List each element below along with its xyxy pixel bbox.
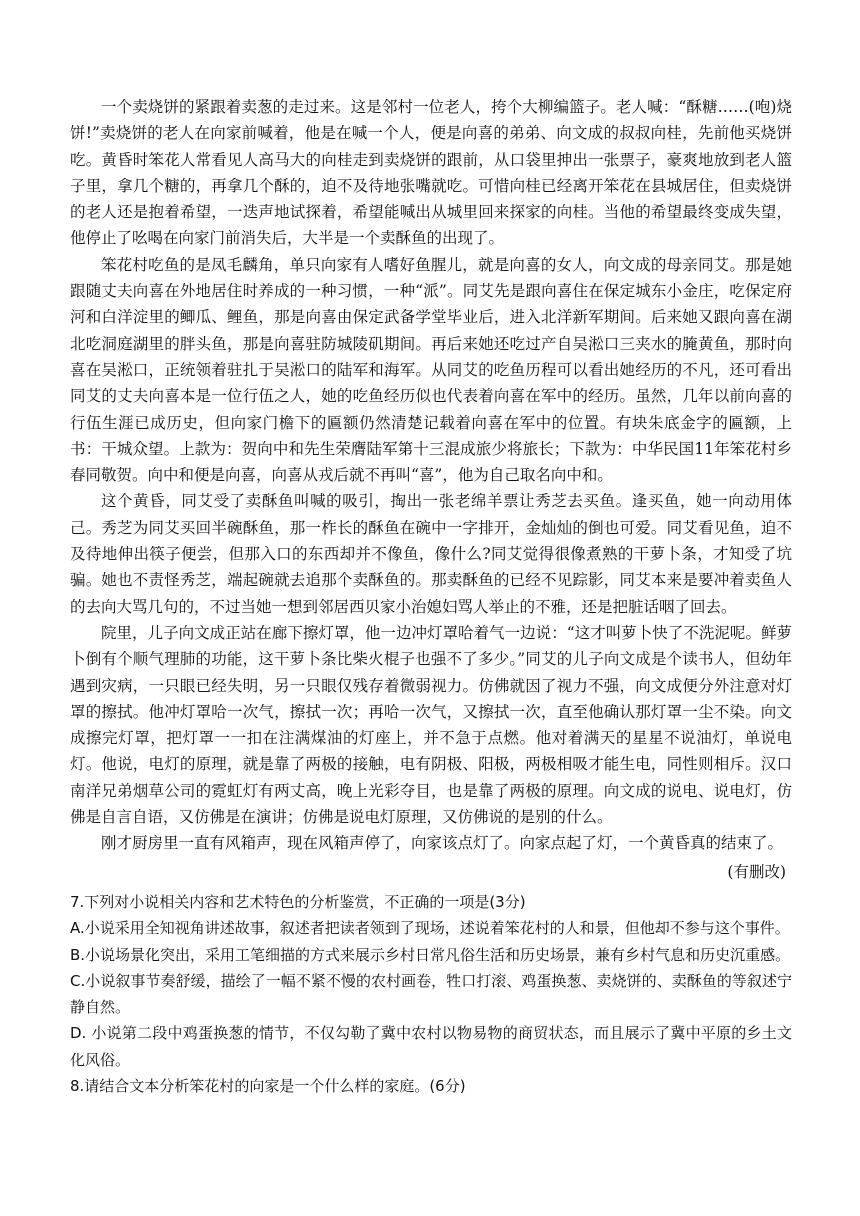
passage-paragraph-2: 笨花村吃鱼的是凤毛麟角，单只向家有人嗜好鱼腥儿，就是向喜的女人，向文成的母亲同艾。那是她跟随丈夫向喜在外地居住时养成的一种习惯，一种“派”。同艾先是跟向喜住在保定城东小金庄，吃保定府河和白洋淀里的鲫瓜、鲤鱼，那是向喜由保定武备学堂毕业后，进入北洋新军期间。后来她又跟向喜在湖北吃洞庭湖里的胖头鱼，那是向喜驻防城陵矶期间。再后来她还吃过产自吴淞口三夹水的腌黄鱼，那时向喜在吴淞口，正统领着驻扎于吴淞口的陆军和海军。从同艾的吃鱼历程可以看出她经历的不凡，还可看出同艾的丈夫向喜本是一位行伍之人，她的吃鱼经历似也代表着向喜在军中的经历。虽然，几年以前向喜的行伍生涯已成历史，但向家门檐下的匾额仍然清楚记载着向喜在军中的位置。有块朱底金字的匾额，上书：干城众望。上款为：贺向中和先生荣膺陆军第十三混成旅少将旅长；下款为：中华民国11年笨花村乡春同敬贺。向中和便是向喜，向喜从戎后就不再叫“喜”，他为自己取名向中和。 bbox=[70, 255, 792, 485]
question-7-option-c: C.小说叙事节奏舒缓，描绘了一幅不紧不慢的农村画卷，牲口打滚、鸡蛋换葱、卖烧饼的、卖酥鱼的等叙述宁静自然。 bbox=[70, 971, 792, 1017]
edit-note: (有删改) bbox=[727, 862, 786, 881]
passage-paragraph-3: 这个黄昏，同艾受了卖酥鱼叫喊的吸引，掏出一张老绵羊票让秀芝去买鱼。逢买鱼，她一向动用体己。秀芝为同艾买回半碗酥鱼，那一柞长的酥鱼在碗中一字排开，金灿灿的倒也可爱。同艾看见鱼，迫不及待地伸出筷子便尝，但那入口的东西却并不像鱼，像什么?同艾觉得很像煮熟的干萝卜条，才知受了坑骗。她也不责怪秀芝，端起碗就去追那个卖酥鱼的。那卖酥鱼的已经不见踪影，同艾本来是要冲着卖鱼人的去向大骂几句的，不过当她一想到邻居西贝家小治媳妇骂人举止的不雅，还是把脏话咽了回去。 bbox=[70, 492, 792, 616]
question-8-stem: 8.请结合文本分析笨花村的向家是一个什么样的家庭。(6分) bbox=[70, 1076, 466, 1095]
question-7-option-a: A.小说采用全知视角讲述故事，叙述者把读者领到了现场，述说着笨花村的人和景，但他却不参与这个事件。 bbox=[70, 919, 790, 938]
passage-paragraph-1: 一个卖烧饼的紧跟着卖葱的走过来。这是邻村一位老人，挎个大柳编篮子。老人喊：“酥糖……(咆)烧饼!”卖烧饼的老人在向家前喊着，他是在喊一个人，便是向喜的弟弟、向文成的叔叔向桂，先前他买烧饼吃。黄昏时笨花人常看见人高马大的向桂走到卖烧饼的跟前，从口袋里抻出一张票子，豪爽地放到老人篮子里，拿几个糖的，再拿几个酥的，迫不及待地张嘴就吃。可惜向桂已经离开笨花在县城居住，但卖烧饼的老人还是抱着希望，一迭声地试探着，希望能喊出从城里回来探家的向桂。当他的希望最终变成失望，他停止了吆喝在向家门前消失后，大半是一个卖酥鱼的出现了。 bbox=[70, 98, 792, 248]
question-section bbox=[70, 889, 792, 1099]
passage-paragraph-5: 刚才厨房里一直有风箱声，现在风箱声停了，向家该点灯了。向家点起了灯，一个黄昏真的结束了。 bbox=[101, 834, 784, 853]
question-7-option-b: B.小说场景化突出，采用工笔细描的方式来展示乡村日常凡俗生活和历史场景，兼有乡村气息和历史沉重感。 bbox=[70, 945, 791, 964]
question-7-stem: 7.下列对小说相关内容和艺术特色的分析鉴赏，不正确的一项是(3分) bbox=[70, 892, 526, 911]
reading-passage bbox=[70, 94, 792, 885]
question-7-option-d: D. 小说第二段中鸡蛋换葱的情节，不仅勾勒了冀中农村以物易物的商贸状态，而且展示了冀中平原的乡土文化风俗。 bbox=[70, 1024, 792, 1069]
passage-paragraph-4: 院里，儿子向文成正站在廊下擦灯罩，他一边冲灯罩哈着气一边说：“这才叫萝卜快了不洗泥呢。鲜萝卜倒有个顺气理肺的功能，这干萝卜条比柴火棍子也强不了多少。”同艾的儿子向文成是个读书人，但幼年遇到灾病，一只眼已经失明，另一只眼仅残存着微弱视力。仿佛就因了视力不强，向文成便分外注意对灯罩的擦拭。他冲灯罩哈一次气，擦拭一次；再哈一次气，又擦拭一次，直至他确认那灯罩一尘不染。向文成擦完灯罩，把灯罩一一扣在注满煤油的灯座上，并不急于点燃。他对着满天的星星不说油灯，单说电灯。他说，电灯的原理，就是靠了两极的接触，电有阴极、阳极，两极相吸才能生电，同性则相斥。汉口南洋兄弟烟草公司的霓虹灯有两丈高，晚上光彩夺目，也是靠了两极的原理。向文成的说电、说电灯，仿佛是自言自语，又仿佛是在演讲；仿佛是说电灯原理，又仿佛说的是别的什么。 bbox=[70, 623, 792, 827]
